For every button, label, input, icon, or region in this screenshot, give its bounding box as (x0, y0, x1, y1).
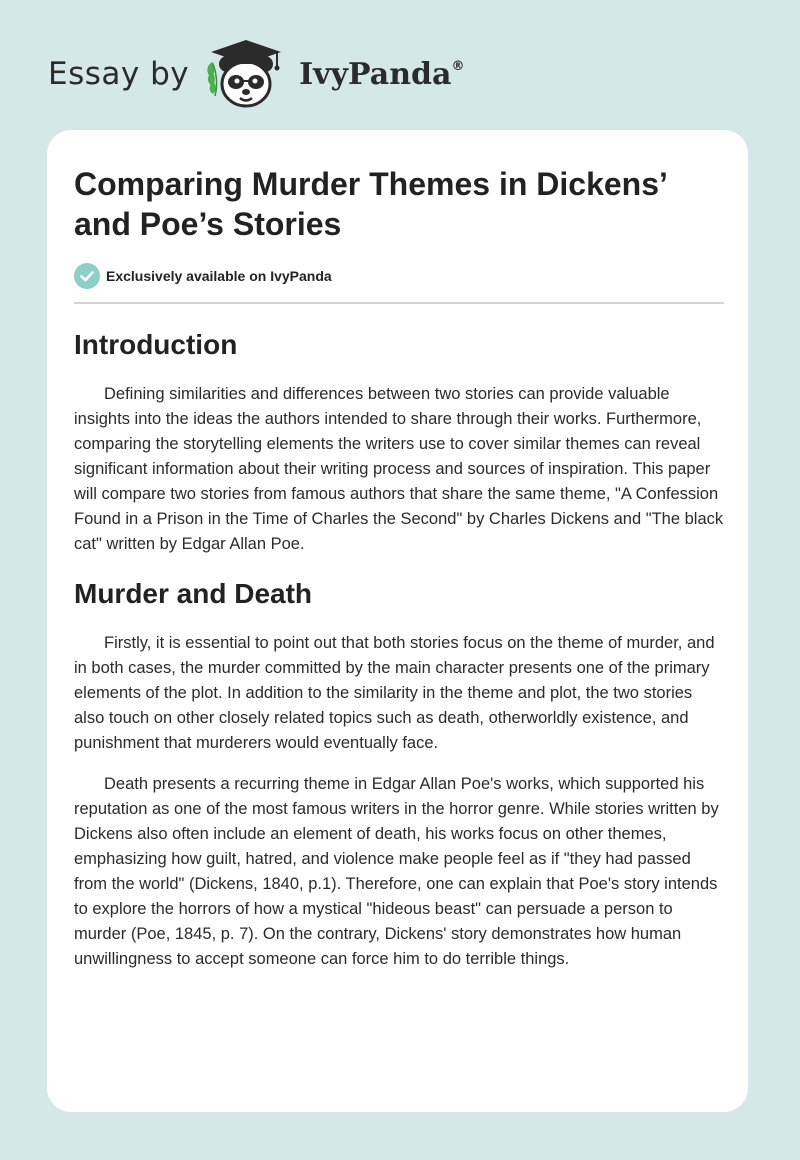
paragraph: Death presents a recurring theme in Edgar Allan Poe's works, which supported his reputation as one of the most famous writers in the horror genre. While stories written by Dickens also often include an element of death, his works focus on other themes, emphasizing how guilt, hatred, and violence make people feel as if "they had passed from the world" (Dickens, 1840, p.1). Therefore, one can explain that Poe's story intends to explore the horrors of how a mystical "hideous beast" can persuade a person to murder (Poe, 1845, p. 7). On the contrary, Dickens' story demonstrates how human unwillingness to accept someone can force him to do terrible things. (74, 775, 719, 968)
section-heading-introduction: Introduction (74, 329, 238, 360)
brand-prefix: Essay by (48, 56, 190, 92)
exclusive-badge (74, 262, 724, 290)
essay-title: Comparing Murder Themes in Dickens’ and Poe’s Stories (74, 166, 667, 242)
divider (74, 302, 724, 304)
check-circle-icon (74, 263, 100, 289)
brand-header[interactable] (48, 34, 464, 114)
badge-text: Exclusively available on IvyPanda (106, 268, 332, 284)
panda-graduation-cap-icon (203, 34, 293, 114)
registered-mark: ® (451, 58, 465, 74)
section-heading-murder-and-death: Murder and Death (74, 578, 313, 609)
paragraph: Defining similarities and differences between two stories can provide valuable insights into the ideas the authors intended to share through their works. Furthermore, comparing the storytelling elements the writers use to cover similar themes can reveal significant information about their writing process and sources of inspiration. This paper will compare two stories from famous authors that share the same theme, "A Confession Found in a Prison in the Time of Charles the Second" by Charles Dickens and "The black cat" written by Edgar Allan Poe. (74, 385, 724, 553)
brand-name: IvyPanda® (299, 56, 465, 92)
essay-content (74, 164, 724, 972)
essay-card (47, 130, 748, 1112)
paragraph: Firstly, it is essential to point out that both stories focus on the theme of murder, and in both cases, the murder committed by the main character presents one of the primary elements of the plot. In addition to the similarity in the theme and plot, the two stories also touch on other closely related topics such as death, otherworldly existence, and punishment that murderers would eventually face. (74, 634, 715, 752)
